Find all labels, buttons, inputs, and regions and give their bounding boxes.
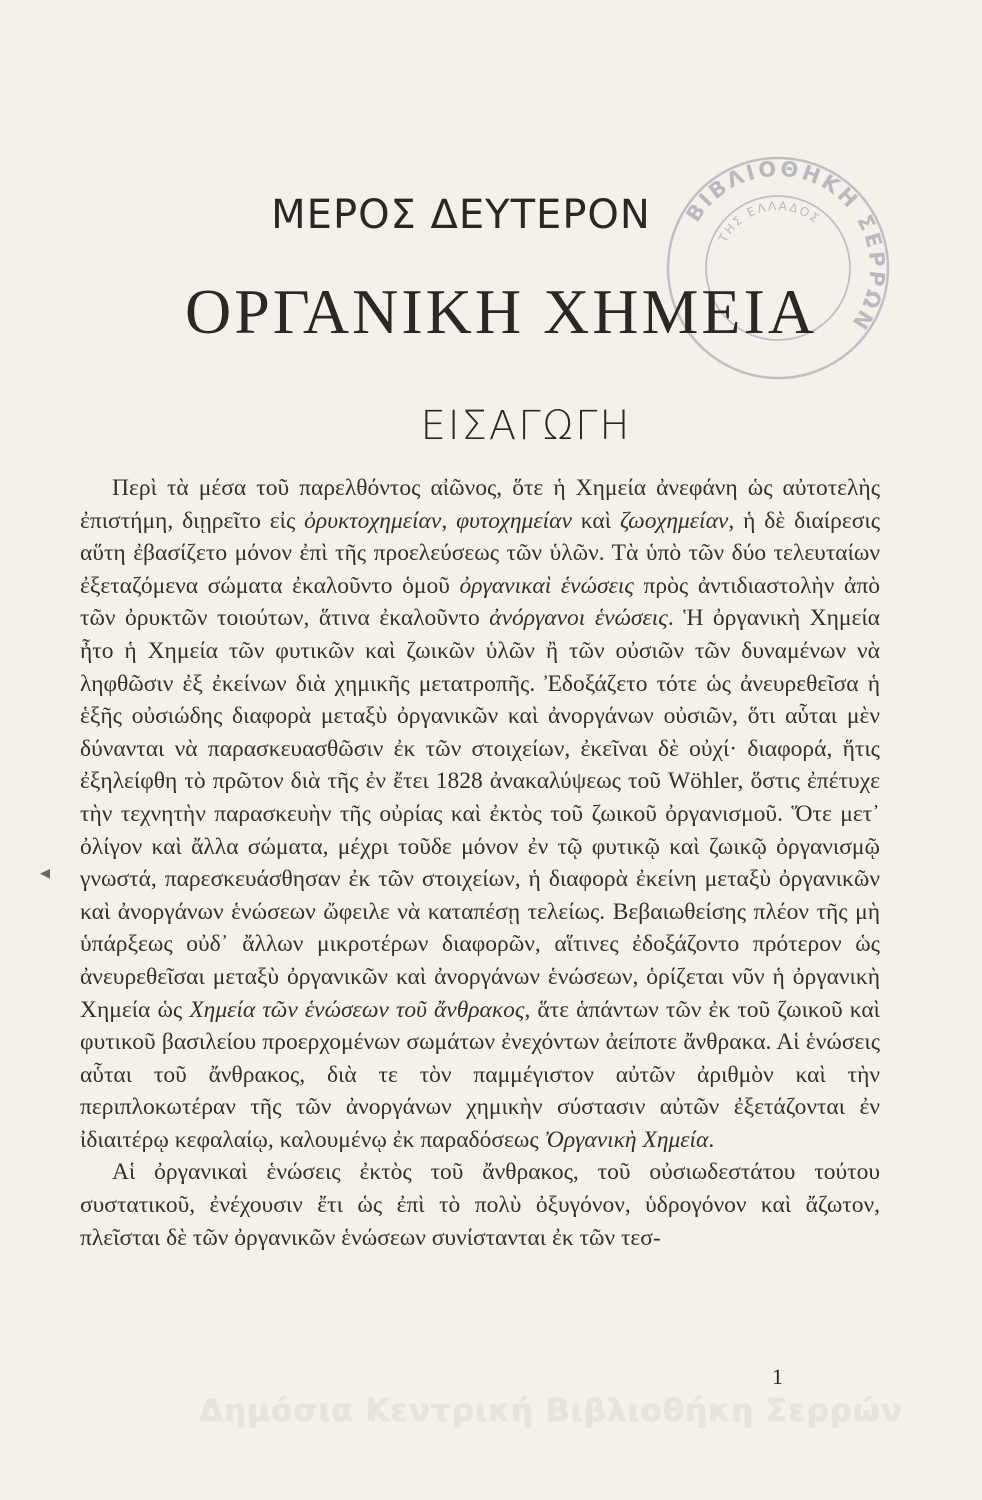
italic-term: Ὀργανικὴ Χημεία (544, 1126, 709, 1153)
body-text (80, 472, 880, 1254)
italic-term: ἀνόργανοι ἑνώσεις (489, 605, 668, 632)
part-heading (0, 192, 982, 238)
text-run: , ἡ δὲ διαίρεσις αὕτη ἐβασίζετο μόνον ἐπὶ τῆς προελεύσεως τῶν ὑλῶν. Τὰ ὑπὸ τῶν δύο τελευταίων ἐξεταζόμενα σώματα ἐκαλοῦντο ὁμοῦ (80, 507, 881, 599)
text-run: . (708, 1126, 715, 1153)
italic-term: φυτοχημείαν (456, 507, 572, 534)
text-run: Περὶ τὰ μέσα τοῦ παρελθόντος αἰῶνος, ὅτε ἡ Χημεία ἀνεφάνη ὡς αὐτοτελὴς ἐπιστήμη, διῃρεῖτο εἰς (80, 475, 880, 534)
text-run: . Ἡ ὀργανικὴ Χημεία ἦτο ἡ Χημεία τῶν φυτικῶν καὶ ζωικῶν ὑλῶν ἢ τῶν οὐσιῶν τῶν δυναμένων νὰ ληφθῶσιν ἐξ ἐκείνων διὰ χημικῆς μετατροπῆς. Ἐδοξάζετο τότε ὡς ἀνευρεθεῖσα ἡ ἑξῆς οὐσιώδης διαφορὰ μεταξὺ ὀργανικῶν καὶ ἀνοργάνων οὐσιῶν, ὅτι αὗται μὲν δύνανται νὰ παρασκευασθῶσιν ἐκ τῶν στοιχείων, ἐκεῖναι δὲ οὐχί· διαφορά, ἥτις ἐξηλείφθη τὸ πρῶτον διὰ τῆς ἐν ἔτει 1828 ἀνακαλύψεως τοῦ Wöhler, ὅστις ἐπέτυχε τὴν τεχνητὴν παρασκευὴν τῆς οὐρίας καὶ ἐκτὸς τοῦ ζωικοῦ ὀργανισμοῦ. Ὅτε μετ᾽ ὀλίγον καὶ ἄλλα σώματα, μέχρι τοῦδε μόνον ἐν τῷ φυτικῷ καὶ ζωικῷ ὀργανισμῷ γνωστά, παρεσκευάσθησαν ἐκ τῶν στοιχείων, ἡ διαφορὰ ἐκείνη μεταξὺ ὀργανικῶν καὶ ἀνοργάνων ἑνώσεων ὤφειλε νὰ καταπέσῃ τελείως. Βεβαιωθείσης πλέον τῆς μὴ ὑπάρξεως οὐδ᾽ ἄλλων μικροτέρων διαφορῶν, αἵτινες ἐδοξάζοντο πρότερον ὡς ἀνευρεθεῖσαι μεταξὺ ὀργανικῶν καὶ ἀνοργάνων ἑνώσεων, ὁρίζεται νῦν ἡ ὀργανικὴ Χημεία ὡς (80, 605, 880, 1023)
paragraph-1 (80, 472, 880, 1156)
italic-term: ζωοχημείαν (619, 507, 729, 534)
stamp-inner-text: ΤΗΣ ΕΛΛΑΔΟΣ (715, 198, 823, 245)
page-number: 1 (772, 1364, 783, 1389)
part-heading-text: ΜΕΡΟΣ ΔΕΥΤΕΡΟΝ (271, 192, 651, 238)
text-run: πρὸς ἀντιδιαστολὴν ἀπὸ τῶν ὀρυκτῶν τοιούτων, ἅτινα ἐκαλοῦντο (80, 572, 880, 632)
margin-pointer-mark: ◂ (40, 860, 51, 884)
library-watermark: Δημόσια Κεντρική Βιβλιοθήκη Σερρών (199, 1393, 903, 1429)
italic-term: ὀρυκτοχημείαν (304, 507, 442, 534)
subject-heading (0, 275, 982, 349)
section-heading (0, 403, 982, 449)
text-run: , (441, 507, 457, 534)
italic-term: Χημεία τῶν ἑνώσεων τοῦ ἄνθρακος (189, 996, 525, 1023)
library-stamp (658, 148, 898, 388)
section-heading-text: ΕΙΣΑΓΩΓΗ (420, 403, 632, 449)
text-run: , ἅτε ἁπάντων τῶν ἐκ τοῦ ζωικοῦ καὶ φυτικοῦ βασιλείου προερχομένων σωμάτων ἐνεχόντων ἀείποτε ἄνθρακα. Αἱ ἑνώσεις αὗται τοῦ ἄνθρακος, διὰ τε τὸν παμμέγιστον αὐτῶν ἀριθμὸν καὶ τὴν περιπλοκωτέραν τῆς τῶν ἀνοργάνων χημικὴν σύστασιν αὐτῶν ἐξετάζονται ἐν ἰδιαιτέρῳ κεφαλαίῳ, καλουμένῳ ἐκ παραδόσεως (80, 996, 880, 1153)
text-run: καὶ (571, 507, 620, 534)
subject-heading-text: ΟΡΓΑΝΙΚΗ ΧΗΜΕΙΑ (184, 276, 818, 347)
italic-term: ὀργανικαὶ ἑνώσεις (459, 572, 634, 599)
stamp-ring-text: ΒΙΒΛΙΟΘΗΚΗ ΣΕΡΡΩΝ (681, 156, 890, 336)
paragraph-2: Αἱ ὀργανικαὶ ἑνώσεις ἐκτὸς τοῦ ἄνθρακος, τοῦ οὐσιωδεστάτου τούτου συστατικοῦ, ἐνέχουσιν ἔτι ὡς ἐπὶ τὸ πολὺ ὀξυγόνον, ὑδρογόνον καὶ ἄζωτον, πλεῖσται δὲ τῶν ὀργανικῶν ἑνώσεων συνίστανται ἐκ τῶν τεσ- (80, 1159, 880, 1251)
